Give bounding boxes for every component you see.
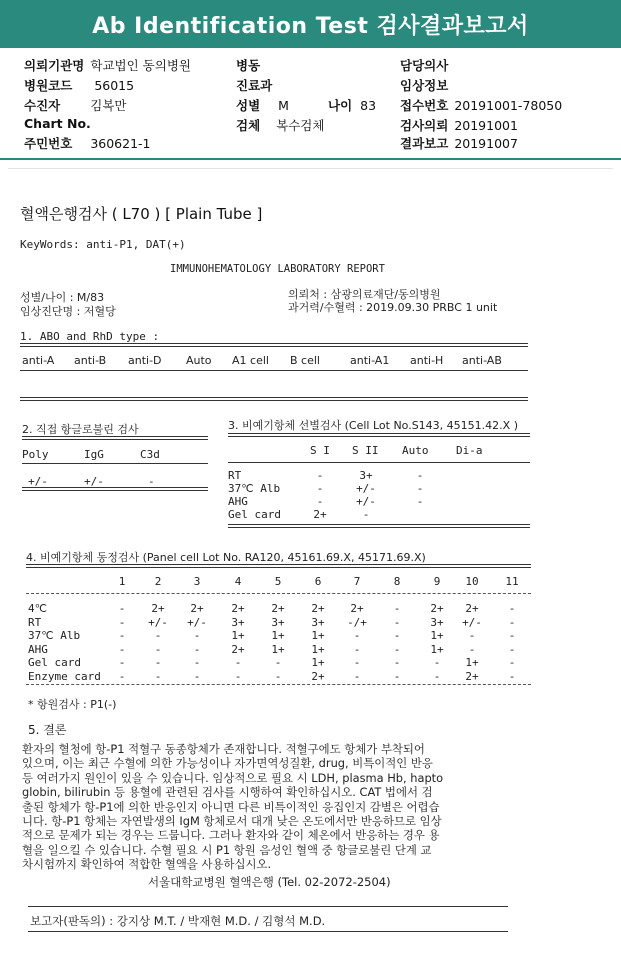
dat-rule-top <box>22 436 208 440</box>
panel-cell: 2+ <box>311 670 325 683</box>
panel-cell: - <box>193 629 201 643</box>
screen-col-auto: Auto <box>402 444 429 457</box>
reporter-rule-bottom <box>28 931 508 932</box>
screen-rule-top <box>228 433 530 437</box>
conclusion-line: 환자의 혈청에 항-P1 적혈구 동종항체가 존재합니다. 적혈구에도 항체가 부착되어 <box>22 742 425 756</box>
keywords: KeyWords: anti-P1, DAT(+) <box>20 238 186 251</box>
panel-cell: - <box>118 629 126 643</box>
screen-cell: - <box>416 469 424 482</box>
panel-cell: - <box>118 656 126 670</box>
panel-cell: 1+ <box>271 629 285 643</box>
panel-cell: 2+ <box>271 602 285 615</box>
panel-cell: - <box>274 656 282 670</box>
report-heading: 혈액은행검사 ( L70 ) [ Plain Tube ] <box>20 205 263 223</box>
field-department: 진료과 <box>236 78 273 93</box>
panel-col-header: 8 <box>393 575 401 588</box>
panel-cell: 2+ <box>190 602 204 615</box>
panel-cell: 1+ <box>311 629 325 643</box>
report-title: Ab Identification Test 검사결과보고서 <box>92 13 529 39</box>
panel-cell: 2+ <box>231 602 245 615</box>
panel-cell: - <box>193 670 201 683</box>
panel-cell: - <box>234 670 242 683</box>
panel-col-header: 4 <box>234 575 242 588</box>
dat-rule-bottom <box>22 487 208 491</box>
screen-col-s1: S I <box>310 444 330 457</box>
abo-col: B cell <box>290 354 320 367</box>
screen-cell: 3+ <box>359 469 373 482</box>
gender-age: 성별/나이 : M/83 <box>20 291 105 304</box>
panel-cell: 3+ <box>430 615 444 629</box>
screen-row-label: RT <box>228 469 242 482</box>
conclusion-text <box>22 742 582 872</box>
panel-cell: 1+ <box>271 642 285 656</box>
reporter-rule <box>28 906 508 907</box>
panel-col-header: 1 <box>118 575 126 588</box>
field-clinical-info: 임상정보 <box>400 78 449 93</box>
lab-report-title: IMMUNOHEMATOLOGY LABORATORY REPORT <box>170 263 385 275</box>
field-chart-no: Chart No. <box>24 116 91 131</box>
screen-cell: - <box>362 508 370 521</box>
field-patient-name: 수진자 김복만 <box>24 98 127 113</box>
panel-cell: - <box>393 670 401 683</box>
panel-cell: 1+ <box>465 656 479 670</box>
panel-cell: 2+ <box>350 602 364 615</box>
panel-col-header: 5 <box>274 575 282 588</box>
dat-val-igg: +/- <box>84 475 104 488</box>
screen-row-label: Gel card <box>228 508 281 521</box>
panel-col-header: 11 <box>505 575 519 588</box>
footer-organization: 서울대학교병원 혈액은행 (Tel. 02-2072-2504) <box>148 875 391 889</box>
abo-rule-mid <box>20 370 528 371</box>
field-resident-number: 주민번호 360621-1 <box>24 136 151 151</box>
screen-rule-mid <box>228 462 530 463</box>
panel-cell: 2+ <box>311 602 325 615</box>
abo-col: anti-H <box>410 354 444 367</box>
panel-row-label: Enzyme card <box>28 670 101 683</box>
panel-cell: 2+ <box>151 602 165 615</box>
panel-rule-top <box>26 564 531 568</box>
screen-row-label: AHG <box>228 495 248 508</box>
panel-col-header: 10 <box>465 575 479 588</box>
panel-row-label: AHG <box>28 642 48 656</box>
panel-cell: - <box>508 656 516 670</box>
panel-cell: - <box>193 656 201 670</box>
panel-row-label: RT <box>28 615 42 629</box>
panel-cell: - <box>118 642 126 656</box>
conclusion-line: 차시험까지 확인하여 적합한 혈액을 사용하십시오. <box>22 857 272 872</box>
conclusion-line: 적으로 문제가 되는 경우는 드뭅니다. 그러나 환자와 같이 체온에서 반응하는 경우 용 <box>22 828 440 843</box>
panel-cell: 3+ <box>271 615 285 629</box>
report-title-bar <box>0 0 621 48</box>
dat-val-poly: +/- <box>28 475 48 488</box>
panel-cell: - <box>508 615 516 629</box>
field-sex: 성별 M <box>236 98 289 113</box>
panel-cell: 1+ <box>430 629 444 643</box>
panel-cell: - <box>393 656 401 670</box>
screen-cell: +/- <box>356 482 376 495</box>
screen-col-s2: S II <box>352 444 379 457</box>
screen-cell: - <box>316 495 324 508</box>
abo-rule-bottom <box>20 397 528 401</box>
panel-cell: - <box>393 602 401 615</box>
panel-cell: - <box>353 629 361 643</box>
dat-rule-mid <box>22 463 208 464</box>
panel-cell: 1+ <box>231 629 245 643</box>
panel-row-label: 37℃ Alb <box>28 629 81 643</box>
panel-cell: - <box>433 656 441 670</box>
conclusion-title: 5. 결론 <box>28 723 67 737</box>
panel-cell: 1+ <box>311 656 325 670</box>
abo-col: Auto <box>186 354 212 367</box>
panel-cell: - <box>154 656 162 670</box>
panel-cell: +/- <box>462 615 482 629</box>
field-ward: 병동 <box>236 58 261 73</box>
panel-cell: - <box>353 670 361 683</box>
panel-col-header: 2 <box>154 575 162 588</box>
panel-rule-mid <box>26 593 531 594</box>
panel-cell: - <box>118 615 126 629</box>
abo-col: anti-D <box>128 354 162 367</box>
panel-cell: - <box>468 642 476 656</box>
conclusion-line: 있으며, 이는 최근 수혈에 의한 가능성이나 자가면역성질환, drug, 비특이적인 반응 <box>22 756 433 771</box>
dat-col-igg: IgG <box>84 448 104 461</box>
panel-cell: - <box>393 629 401 643</box>
field-age: 나이 83 <box>328 98 377 113</box>
dat-val-c3d: - <box>148 475 155 488</box>
panel-cell: - <box>193 642 201 656</box>
panel-cell: - <box>154 670 162 683</box>
panel-row-label: 4℃ <box>28 602 47 615</box>
screen-row-label: 37℃ Alb <box>228 482 281 495</box>
screen-cell: 2+ <box>313 508 327 521</box>
panel-cell: 2+ <box>430 602 444 615</box>
abo-col: anti-A1 <box>350 354 390 367</box>
field-request-date: 검사의뢰 20191001 <box>400 118 518 133</box>
header-divider <box>0 158 621 160</box>
panel-cell: 3+ <box>231 615 245 629</box>
panel-cell: - <box>353 656 361 670</box>
panel-cell: 1+ <box>311 642 325 656</box>
panel-col-header: 7 <box>353 575 361 588</box>
conclusion-line: 니다. 항-P1 항체는 자연발생의 IgM 항체로서 대개 낮은 온도에서만 반응하므로 임상 <box>22 814 442 829</box>
panel-cell: - <box>393 642 401 656</box>
panel-col-header: 3 <box>193 575 201 588</box>
clinical-diagnosis: 임상진단명 : 저혈당 <box>20 305 116 318</box>
panel-rule-bottom <box>26 684 531 685</box>
panel-cell: - <box>508 629 516 643</box>
field-specimen: 검체 복수검체 <box>236 118 325 133</box>
panel-cell: - <box>393 615 401 629</box>
conclusion-line: 혈을 일으킬 수 있습니다. 수혈 필요 시 P1 항원 음성인 혈액 중 항글로불린 단계 교 <box>22 842 432 857</box>
transfusion-history: 과거력/수혈력 : 2019.09.30 PRBC 1 unit <box>288 301 498 314</box>
panel-cell: - <box>118 602 126 615</box>
abo-col: anti-B <box>74 354 107 367</box>
panel-col-header: 9 <box>433 575 441 588</box>
abo-title: 1. ABO and RhD type : <box>20 330 160 343</box>
conclusion-line: 출된 항체가 항-P1에 의한 반응인지 아니면 다른 비특이적인 응집인지 감별은 어렵습 <box>22 799 440 814</box>
dat-col-c3d: C3d <box>140 448 160 461</box>
requesting-site: 의뢰처 : 삼광의료재단/동의병원 <box>288 288 441 301</box>
panel-cell: 2+ <box>231 642 245 656</box>
panel-cell: - <box>468 629 476 643</box>
panel-cell: - <box>118 670 126 683</box>
panel-cell: 1+ <box>430 642 444 656</box>
panel-cell: - <box>508 602 516 615</box>
field-physician: 담당의사 <box>400 58 449 73</box>
panel-cell: - <box>154 642 162 656</box>
antigen-test: * 항원검사 : P1(-) <box>28 698 117 711</box>
field-report-date: 결과보고 20191007 <box>400 136 518 151</box>
conclusion-line: 등 여러가지 원인이 있을 수 있습니다. 임상적으로 필요 시 LDH, plasma Hb, hapto <box>22 770 444 785</box>
screen-title: 3. 비예기항체 선별검사 (Cell Lot No.S143, 45151.42.X ) <box>228 419 518 432</box>
panel-cell: - <box>508 670 516 683</box>
screen-col-dia: Di-a <box>456 444 483 457</box>
panel-cell: -/+ <box>347 615 367 629</box>
reporter: 보고자(판독의) : 강지상 M.T. / 박재현 M.D. / 김형석 M.D. <box>30 914 326 928</box>
panel-cell: +/- <box>148 615 168 629</box>
panel-col-header: 6 <box>314 575 322 588</box>
panel-cell: - <box>353 642 361 656</box>
panel-cell: - <box>508 642 516 656</box>
screen-cell: - <box>316 482 324 495</box>
abo-rule-top <box>20 343 528 347</box>
screen-cell: - <box>416 482 424 495</box>
abo-col: A1 cell <box>232 354 269 367</box>
screen-rule-bottom <box>228 524 530 528</box>
panel-cell: - <box>154 629 162 643</box>
field-hospital-code: 병원코드 56015 <box>24 78 135 93</box>
panel-cell: - <box>274 670 282 683</box>
panel-row-label: Gel card <box>28 656 81 670</box>
panel-cell: - <box>234 656 242 670</box>
dat-title: 2. 직접 항글로불린 검사 <box>22 423 139 436</box>
screen-cell: - <box>316 469 324 482</box>
screen-cell: - <box>416 495 424 508</box>
panel-title: 4. 비예기항체 동정검사 (Panel cell Lot No. RA120, 45161.69.X, 45171.69.X) <box>26 551 426 564</box>
field-requesting-institution: 의뢰기관명 학교법인 동의병원 <box>24 58 191 73</box>
field-accession-no: 접수번호 20191001-78050 <box>400 98 563 113</box>
screen-cell: +/- <box>356 495 376 508</box>
conclusion-line: globin, bilirubin 등 용혈에 관련된 검사를 시행하여 확인하십시오. CAT 법에서 검 <box>22 785 433 800</box>
panel-cell: 2+ <box>465 602 479 615</box>
panel-cell: - <box>433 670 441 683</box>
abo-col: anti-AB <box>462 354 502 367</box>
panel-cell: 3+ <box>311 615 325 629</box>
panel-cell: +/- <box>187 615 207 629</box>
abo-col: anti-A <box>22 354 55 367</box>
dat-col-poly: Poly <box>22 448 49 461</box>
panel-cell: 2+ <box>465 670 479 683</box>
